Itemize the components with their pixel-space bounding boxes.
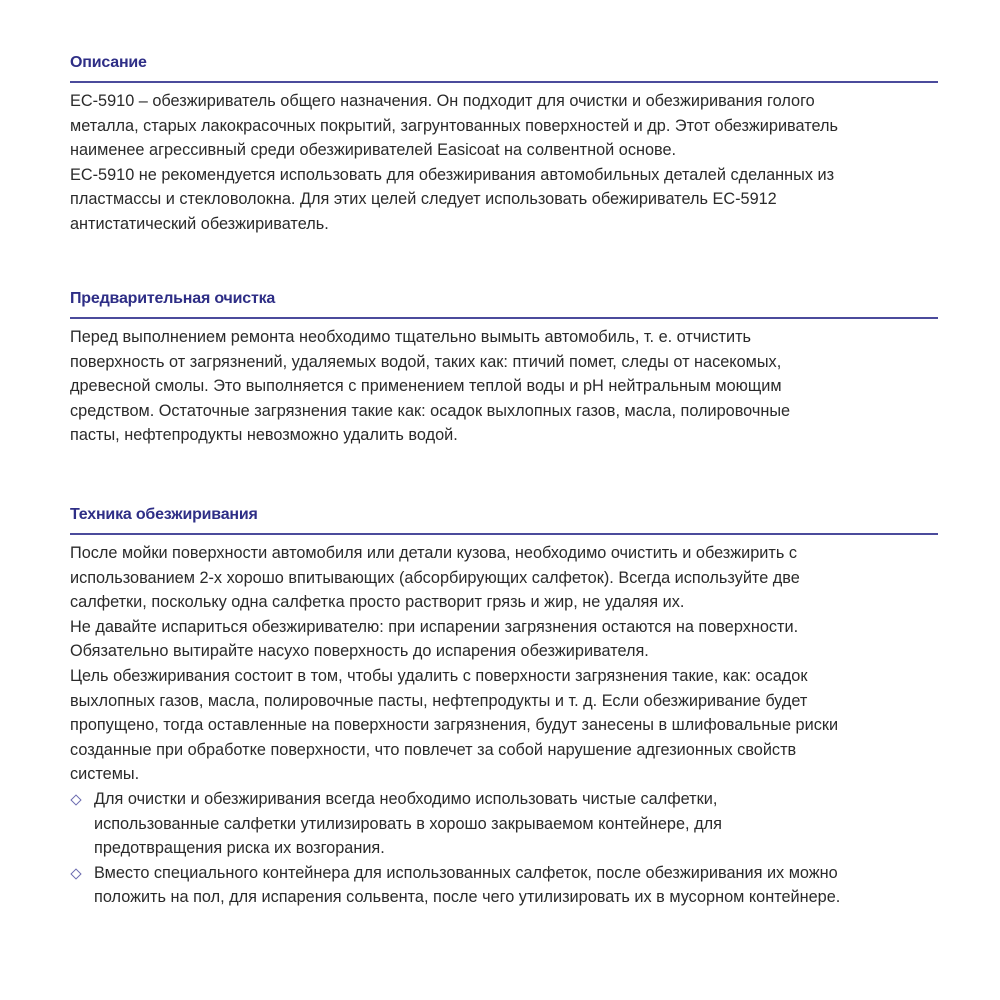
section-paragraph — [70, 89, 938, 237]
text-line: салфетки, поскольку одна салфетка просто растворит грязь и жир, не удаляя их. — [70, 593, 685, 612]
text-line: пропущено, тогда оставленные на поверхности загрязнения, будут занесены в шлифовальные риски — [70, 716, 839, 735]
section-divider — [70, 317, 938, 319]
text-line: использованием 2-х хорошо впитывающих (абсорбирующих салфеток). Всегда используйте две — [70, 568, 800, 587]
text-line: Не давайте испариться обезжиривателю: при испарении загрязнения остаются на поверхности. — [70, 617, 799, 636]
section-title: Описание — [70, 54, 147, 71]
text-line: Вместо специального контейнера для использованных салфеток, после обезжиривания их можно — [94, 863, 838, 882]
text-line: наименее агрессивный среди обезжиривателей Easicoat на солвентной основе. — [70, 141, 677, 160]
text-line: антистатический обезжириватель. — [70, 214, 329, 233]
section-divider — [70, 533, 938, 535]
text-line: Перед выполнением ремонта необходимо тщательно вымыть автомобиль, т. е. отчистить — [70, 328, 752, 346]
section-title: Техника обезжиривания — [70, 506, 258, 523]
text-line: использованные салфетки утилизировать в хорошо закрываемом контейнере, для — [94, 814, 722, 833]
text-line: созданные при обработке поверхности, что повлечет за собой нарушение адгезионных свойств — [70, 740, 797, 759]
bullet-item — [70, 787, 938, 861]
text-line: EC-5910 – обезжириватель общего назначения. Он подходит для очистки и обезжиривания голого — [70, 92, 815, 110]
section-description — [70, 53, 938, 237]
text-line: положить на пол, для испарения сольвента, после чего утилизировать их в мусорном контейнере. — [94, 888, 841, 907]
section-degreasing-technique — [70, 505, 938, 910]
text-line: EC-5910 не рекомендуется использовать для обезжиривания автомобильных деталей сделанных из — [70, 165, 835, 184]
text-line: поверхность от загрязнений, удаляемых водой, таких как: птичий помет, следы от насекомых, — [70, 352, 782, 371]
section-divider — [70, 81, 938, 83]
text-line: После мойки поверхности автомобиля или детали кузова, необходимо очистить и обезжирить с — [70, 544, 797, 562]
text-line: средством. Остаточные загрязнения такие как: осадок выхлопных газов, масла, полировочные — [70, 401, 791, 420]
diamond-bullet-icon — [70, 794, 81, 805]
text-line: металла, старых лакокрасочных покрытий, загрунтованных поверхностей и др. Этот обезжириватель — [70, 116, 838, 135]
text-line: пасты, нефтепродукты невозможно удалить водой. — [70, 426, 458, 445]
bullet-item — [70, 861, 938, 910]
section-title: Предварительная очистка — [70, 290, 276, 307]
text-line: Для очистки и обезжиривания всегда необходимо использовать чистые салфетки, — [94, 789, 718, 808]
text-line: Цель обезжиривания состоит в том, чтобы удалить с поверхности загрязнения такие, как: осадок — [70, 666, 808, 685]
text-line: Обязательно вытирайте насухо поверхность до испарения обезжиривателя. — [70, 642, 649, 661]
section-paragraph — [70, 325, 938, 448]
text-line: пластмассы и стекловолокна. Для этих целей следует использовать обежириватель EC-5912 — [70, 190, 777, 209]
text-line: выхлопных газов, масла, полировочные пасты, нефтепродукты и т. д. Если обезжиривание будет — [70, 691, 808, 710]
section-paragraph — [70, 541, 938, 787]
diamond-bullet-icon — [70, 868, 81, 879]
text-line: системы. — [70, 765, 140, 784]
text-line: предотвращения риска их возгорания. — [94, 839, 385, 858]
text-line: древесной смолы. Это выполняется с применением теплой воды и pH нейтральным моющим — [70, 377, 782, 396]
section-pre-cleaning — [70, 289, 938, 448]
